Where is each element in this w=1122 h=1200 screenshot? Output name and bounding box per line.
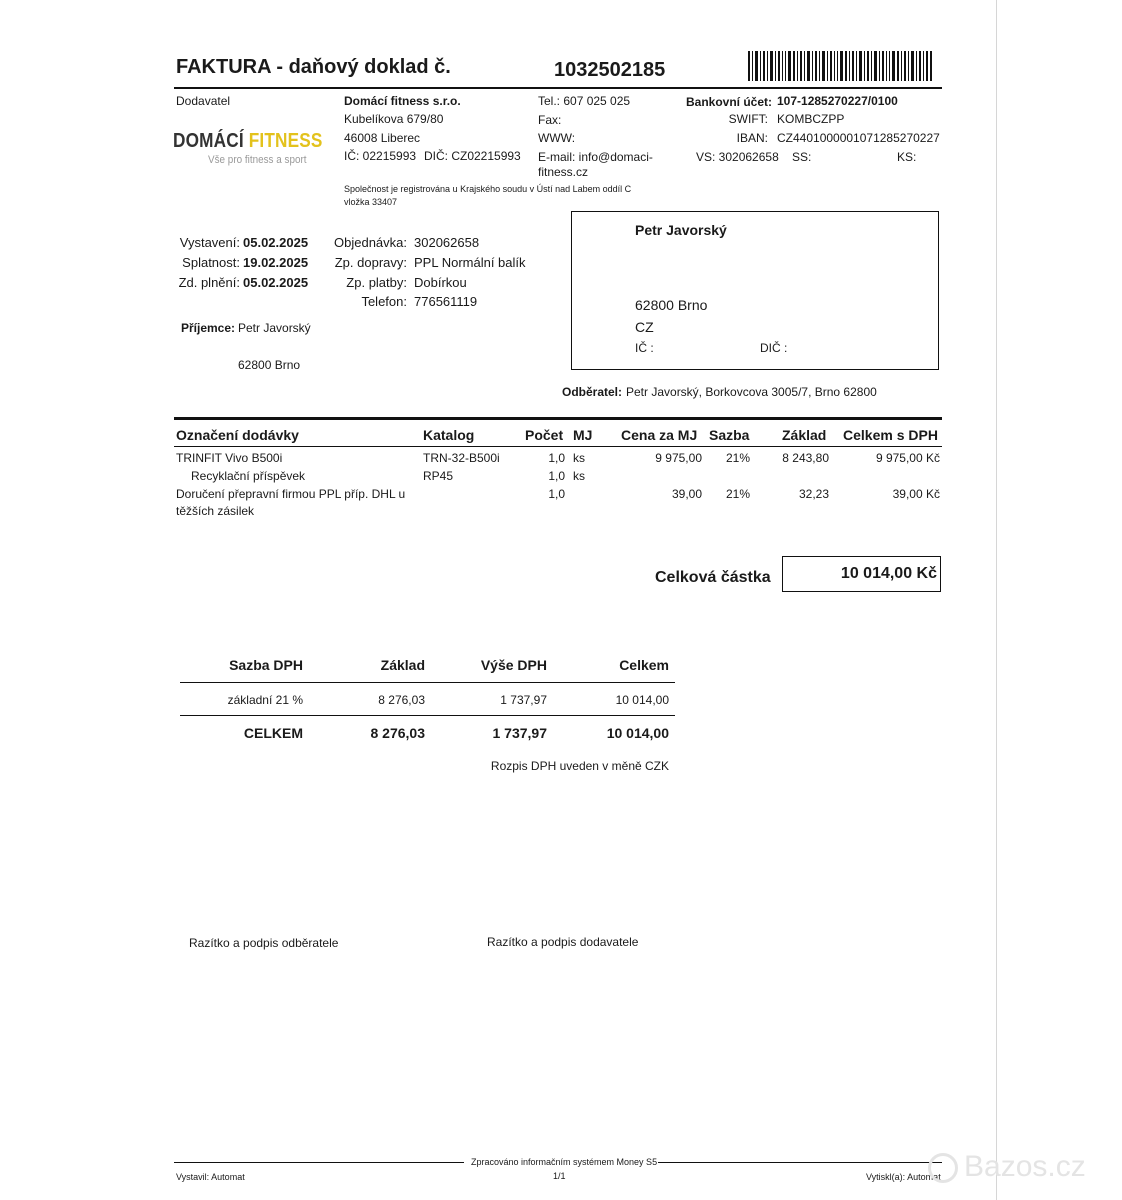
items-header-total: Celkem s DPH [843, 427, 938, 443]
bazos-watermark-text: Bazos.cz [964, 1150, 1086, 1183]
supplier-city: 46008 Liberec [344, 131, 421, 145]
supplier-email-1: E-mail: info@domaci- [538, 150, 653, 164]
item-total: 39,00 Kč [892, 487, 940, 501]
issued-value: 05.02.2025 [243, 235, 309, 250]
vat-header-base: Základ [380, 657, 425, 673]
vat-total-vat: 1 737,97 [492, 725, 547, 741]
vat-header-rate: Sazba DPH [229, 657, 303, 673]
item-qty: 1,0 [548, 469, 565, 483]
vat-total-label: CELKEM [243, 725, 303, 741]
item-base: 8 243,80 [782, 451, 829, 465]
logo-word-fitness: FITNESS [248, 130, 323, 152]
supplier-signature-label: Razítko a podpis dodavatele [487, 935, 639, 949]
bazos-watermark [928, 1150, 1086, 1184]
vat-row-total: 10 014,00 [615, 693, 669, 707]
bank-account-value: 107-1285270227/0100 [777, 94, 898, 108]
footer-printed-by: Vytiskl(a): Automat [866, 1172, 941, 1182]
recipient-city: 62800 Brno [238, 358, 301, 372]
item-name: TRINFIT Vivo B500i [176, 451, 283, 465]
logo-tagline: Vše pro fitness a sport [208, 154, 307, 166]
vat-header-total: Celkem [619, 657, 669, 673]
item-rate: 21% [725, 487, 750, 501]
invoice-title: FAKTURA - daňový doklad č. [176, 56, 451, 78]
taxable-label: Zd. plnění: [178, 275, 240, 290]
item-name: Recyklační příspěvek [191, 469, 306, 483]
item-price: 9 975,00 [655, 451, 702, 465]
supplier-street: Kubelíkova 679/80 [344, 112, 444, 126]
vat-total-rule [180, 715, 675, 716]
item-qty: 1,0 [548, 487, 565, 501]
supplier-ic: IČ: 02215993 [344, 149, 417, 163]
item-unit: ks [573, 451, 585, 465]
barcode [748, 51, 932, 81]
vat-total-total: 10 014,00 [606, 725, 669, 741]
customer-dic: DIČ : [760, 341, 788, 355]
recipient-label: Příjemce: [181, 321, 236, 335]
vat-row-base: 8 276,03 [378, 693, 425, 707]
bank-iban-label: IBAN: [736, 131, 768, 145]
item-rate: 21% [725, 451, 750, 465]
bank-account-label: Bankovní účet: [686, 95, 773, 109]
items-header-catalog: Katalog [423, 427, 475, 443]
footer-page: 1/1 [553, 1171, 566, 1181]
items-header-price: Cena za MJ [621, 427, 698, 443]
shipping-label: Zp. dopravy: [334, 255, 407, 270]
company-logo [173, 130, 323, 153]
item-name: Doručení přepravní firmou PPL příp. DHL u [176, 487, 406, 501]
supplier-tel: Tel.: 607 025 025 [538, 94, 631, 108]
items-header-rate: Sazba [709, 427, 750, 443]
item-base: 32,23 [798, 487, 829, 501]
footer-rule-right [658, 1162, 942, 1163]
item-catalog: TRN-32-B500i [423, 451, 500, 465]
taxable-value: 05.02.2025 [243, 275, 309, 290]
issued-label: Vystavení: [179, 235, 240, 250]
supplier-email-2: fitness.cz [538, 165, 589, 179]
supplier-registration-2: vložka 33407 [344, 197, 398, 207]
customer-signature-label: Razítko a podpis odběratele [189, 936, 339, 950]
vat-header-vat: Výše DPH [480, 657, 547, 673]
vat-row-rate: základní 21 % [227, 693, 303, 707]
logo-word-domaci: DOMÁCÍ [173, 130, 244, 152]
bank-ss: SS: [792, 150, 812, 164]
total-value: 10 014,00 Kč [840, 565, 937, 582]
items-header-qty: Počet [525, 427, 564, 443]
item-price: 39,00 [671, 487, 702, 501]
due-label: Splatnost: [182, 255, 240, 270]
order-value: 302062658 [414, 235, 480, 250]
header-rule [174, 87, 942, 89]
odberatel-label: Odběratel: [562, 385, 623, 399]
bank-iban-value: CZ4401000001071285270227 [777, 131, 940, 145]
supplier-fax: Fax: [538, 113, 562, 127]
bank-swift-value: KOMBCZPP [777, 112, 845, 126]
bank-swift-label: SWIFT: [728, 112, 768, 126]
item-catalog: RP45 [423, 469, 454, 483]
footer-system: Zpracováno informačním systémem Money S5 [471, 1157, 658, 1167]
supplier-name: Domácí fitness s.r.o. [344, 94, 461, 108]
payment-value: Dobírkou [414, 275, 467, 290]
customer-country: CZ [635, 319, 654, 335]
phone-label: Telefon: [361, 294, 407, 309]
vat-row-vat: 1 737,97 [500, 693, 547, 707]
items-header-name: Označení dodávky [176, 427, 299, 443]
total-label: Celková částka [655, 569, 771, 586]
customer-city: 62800 Brno [635, 297, 708, 313]
invoice-number: 1032502185 [554, 59, 666, 81]
customer-box [571, 211, 939, 370]
item-qty: 1,0 [548, 451, 565, 465]
due-value: 19.02.2025 [243, 255, 309, 270]
customer-name: Petr Javorský [635, 222, 727, 238]
shipping-value: PPL Normální balík [414, 255, 526, 270]
supplier-label: Dodavatel [176, 94, 231, 108]
order-label: Objednávka: [334, 235, 407, 250]
bank-vs: VS: 302062658 [696, 150, 779, 164]
odberatel-value: Petr Javorský, Borkovcova 3005/7, Brno 62800 [626, 385, 877, 399]
bank-ks: KS: [897, 150, 917, 164]
recipient-name: Petr Javorský [238, 321, 311, 335]
items-top-rule [174, 417, 942, 420]
footer-rule-left [174, 1162, 464, 1163]
item-total: 9 975,00 Kč [875, 451, 940, 465]
customer-ic: IČ : [635, 341, 654, 355]
supplier-dic: DIČ: CZ02215993 [424, 149, 521, 163]
items-header-rule [174, 446, 942, 447]
page-edge [996, 0, 997, 1200]
items-header-unit: MJ [573, 427, 593, 443]
payment-label: Zp. platby: [346, 275, 407, 290]
supplier-www: WWW: [538, 131, 576, 145]
bazos-logo-icon [928, 1153, 958, 1183]
footer-issued-by: Vystavil: Automat [176, 1172, 245, 1182]
item-unit: ks [573, 469, 585, 483]
items-header-base: Základ [782, 427, 827, 443]
supplier-registration-1: Společnost je registrována u Krajského soudu v Ústí nad Labem oddíl C [344, 184, 632, 194]
vat-total-base: 8 276,03 [370, 725, 425, 741]
phone-value: 776561119 [414, 294, 478, 309]
item-name-line2: těžších zásilek [176, 504, 255, 518]
vat-header-rule [180, 682, 675, 683]
vat-currency-note: Rozpis DPH uveden v měně CZK [490, 759, 669, 773]
